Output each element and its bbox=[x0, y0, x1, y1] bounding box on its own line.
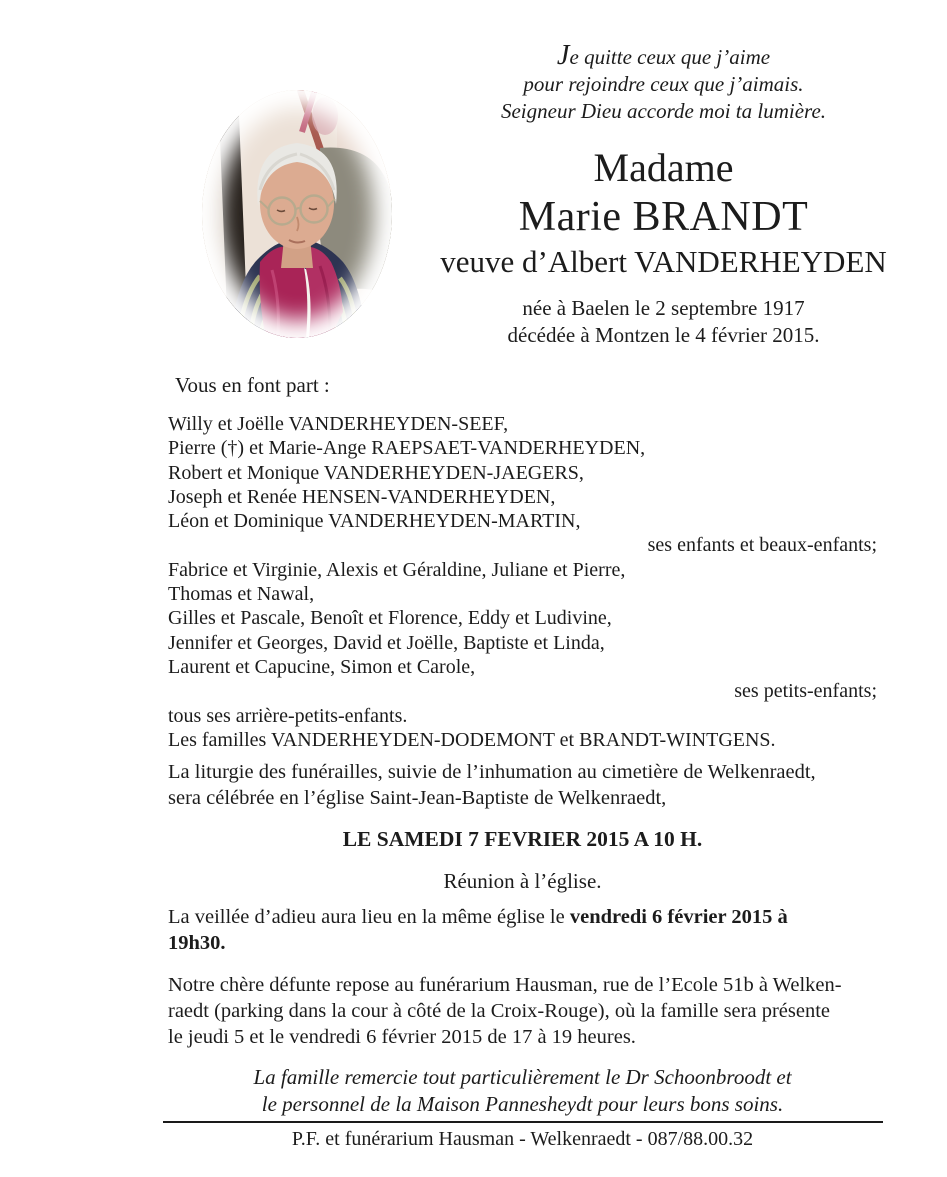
funeral-date-line: LE SAMEDI 7 FEVRIER 2015 A 10 H. bbox=[342, 827, 703, 851]
epigraph-line: Je quitte ceux que j’aime bbox=[556, 40, 771, 71]
liturgy-line: sera célébrée en l’église Saint-Jean-Baptiste de Welkenraedt, bbox=[168, 787, 667, 809]
family-list bbox=[168, 412, 877, 752]
birth-death-block bbox=[380, 295, 947, 349]
liturgy-paragraph bbox=[168, 759, 877, 811]
repose-line: raedt (parking dans la cour à côté de la Croix-Rouge), où la famille sera présente bbox=[168, 1000, 830, 1022]
repose-paragraph bbox=[168, 972, 877, 1050]
family-line: Thomas et Nawal, bbox=[168, 583, 315, 606]
liturgy-line: La liturgie des funérailles, suivie de l’inhumation au cimetière de Welkenraedt, bbox=[168, 761, 816, 783]
widow-line: veuve d’Albert VANDERHEYDEN bbox=[440, 244, 887, 279]
family-line: Jennifer et Georges, David et Joëlle, Baptiste et Linda, bbox=[168, 631, 605, 654]
vigil-date-bold: vendredi 6 février 2015 à bbox=[569, 906, 788, 928]
family-line: Robert et Monique VANDERHEYDEN-JAEGERS, bbox=[168, 461, 584, 484]
birth-line: née à Baelen le 2 septembre 1917 bbox=[522, 296, 805, 320]
family-relation-grandchildren: ses petits-enfants; bbox=[734, 680, 877, 703]
epigraph-line: Seigneur Dieu accorde moi ta lumière. bbox=[500, 99, 827, 123]
family-line: Gilles et Pascale, Benoît et Florence, Eddy et Ludivine, bbox=[168, 607, 612, 630]
thanks-paragraph bbox=[168, 1064, 877, 1118]
footer-line: P.F. et funérarium Hausman - Welkenraedt - 087/88.00.32 bbox=[291, 1128, 754, 1150]
repose-line: Notre chère défunte repose au funérarium Hausman, rue de l’Ecole 51b à Welken- bbox=[168, 974, 842, 996]
portrait-photo-graphic bbox=[202, 90, 392, 338]
meeting-line: Réunion à l’église. bbox=[443, 869, 602, 893]
repose-line: le jeudi 5 et le vendredi 6 février 2015 de 17 à 19 heures. bbox=[168, 1026, 636, 1048]
family-line: Laurent et Capucine, Simon et Carole, bbox=[168, 655, 476, 678]
title-madame: Madame bbox=[593, 145, 734, 190]
death-line: décédée à Montzen le 4 février 2015. bbox=[507, 323, 820, 347]
family-line: Joseph et Renée HENSEN-VANDERHEYDEN, bbox=[168, 485, 556, 508]
epigraph-line: pour rejoindre ceux que j’aimais. bbox=[523, 72, 804, 96]
portrait-photo bbox=[202, 90, 392, 338]
family-line: Willy et Joëlle VANDERHEYDEN-SEEF, bbox=[168, 413, 509, 435]
thanks-line: La famille remercie tout particulièrement le Dr Schoonbroodt et bbox=[253, 1065, 792, 1089]
intro-line: Vous en font part : bbox=[175, 373, 330, 397]
vigil-line bbox=[168, 904, 877, 930]
family-line: tous ses arrière-petits-enfants. bbox=[168, 704, 408, 727]
header bbox=[380, 42, 947, 349]
family-line: Les familles VANDERHEYDEN-DODEMONT et BRANDT-WINTGENS. bbox=[168, 728, 776, 751]
vigil-paragraph bbox=[168, 904, 877, 956]
thanks-line: le personnel de la Maison Pannesheydt pour leurs bons soins. bbox=[261, 1092, 784, 1116]
footer-divider bbox=[163, 1121, 883, 1123]
vigil-time-bold: 19h30. bbox=[168, 932, 226, 954]
deceased-name: Marie BRANDT bbox=[518, 194, 809, 240]
vigil-line bbox=[168, 930, 877, 956]
family-line: Fabrice et Virginie, Alexis et Géraldine, Juliane et Pierre, bbox=[168, 558, 626, 581]
family-line: Pierre (†) et Marie-Ange RAEPSAET-VANDERHEYDEN, bbox=[168, 437, 646, 460]
vigil-text: La veillée d’adieu aura lieu en la même église le bbox=[168, 906, 570, 928]
epigraph bbox=[380, 42, 947, 125]
family-line: Léon et Dominique VANDERHEYDEN-MARTIN, bbox=[168, 510, 581, 533]
family-relation-children: ses enfants et beaux-enfants; bbox=[647, 534, 877, 557]
